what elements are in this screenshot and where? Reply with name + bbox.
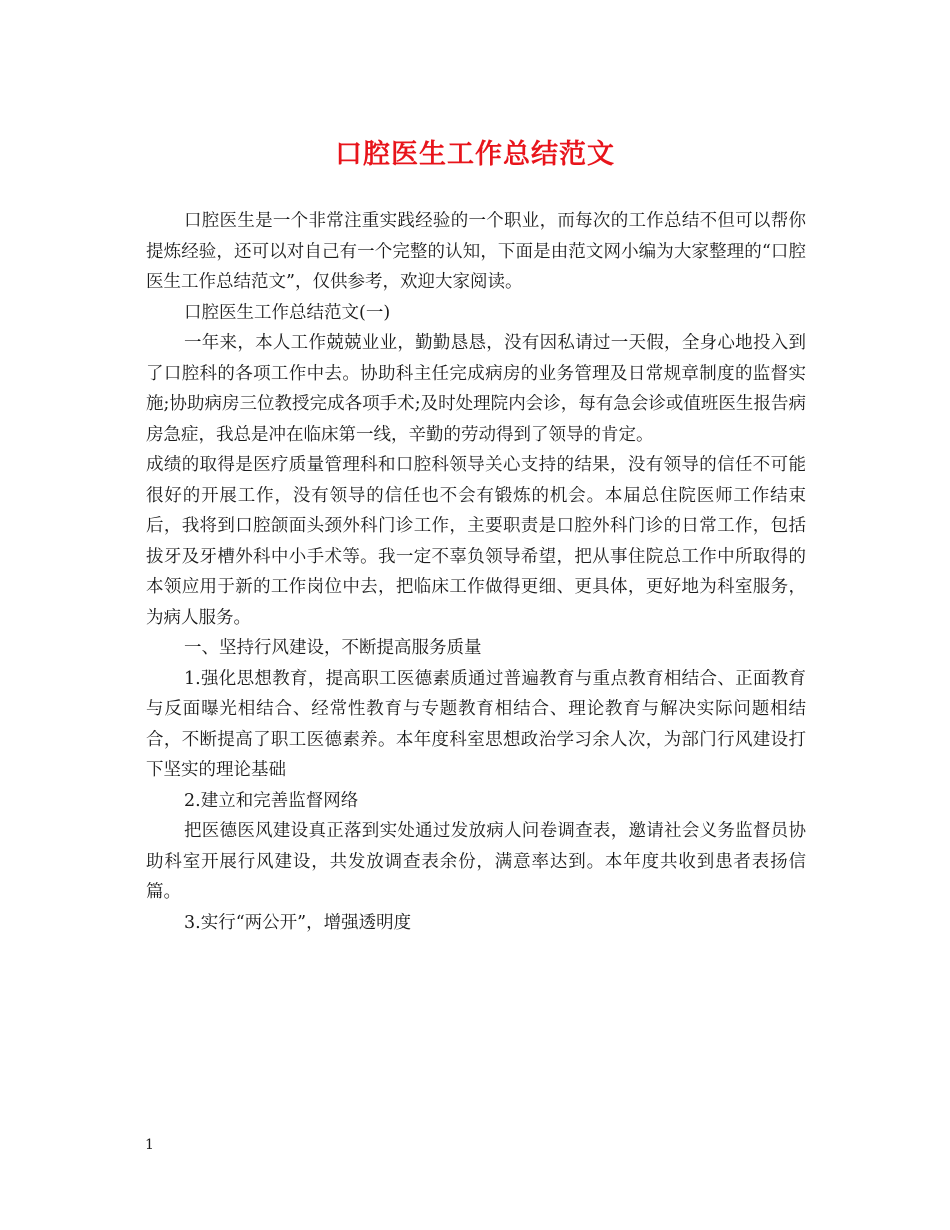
paragraph-work-summary: 一年来，本人工作兢兢业业，勤勤恳恳，没有因私请过一天假，全身心地投入到了口腔科的各项工作中去。协助科主任完成病房的业务管理及日常规章制度的监督实施;协助病房三位教授完成各项手术;及时处理院内会诊，每有急会诊或值班医生报告病房急症，我总是冲在临床第一线，辛勤的劳动得到了领导的肯定。 bbox=[146, 333, 806, 445]
paragraph-item-2: 把医德医风建设真正落到实处通过发放病人问卷调查表，邀请社会义务监督员协助科室开展行风建设，共发放调查表余份，满意率达到。本年度共收到患者表扬信篇。 bbox=[146, 821, 806, 902]
section-heading-2: 一、坚持行风建设，不断提高服务质量 bbox=[184, 638, 482, 658]
paragraph-item-3-heading: 3.实行“两公开”，增强透明度 bbox=[184, 912, 412, 933]
paragraph-achievement: 成绩的取得是医疗质量管理科和口腔科领导关心支持的结果，没有领导的信任不可能很好的开展工作，没有领导的信任也不会有锻炼的机会。本届总住院医师工作结束后，我将到口腔颌面头颈外科门诊工作，主要职责是口腔外科门诊的日常工作，包括拔牙及牙槽外科中小手术等。我一定不辜负领导希望，把从事住院总工作中所取得的本领应用于新的工作岗位中去，把临床工作做得更细、更具体，更好地为科室服务，为病人服务。 bbox=[146, 455, 806, 628]
document-body bbox=[146, 206, 806, 938]
page-title: 口腔医生工作总结范文 bbox=[335, 139, 615, 170]
page-number: 1 bbox=[145, 1137, 154, 1153]
paragraph-intro: 口腔医生是一个非常注重实践经验的一个职业，而每次的工作总结不但可以帮你提炼经验，还可以对自己有一个完整的认知，下面是由范文网小编为大家整理的“口腔医生工作总结范文”，仅供参考，欢迎大家阅读。 bbox=[146, 211, 806, 292]
paragraph-item-1: 1.强化思想教育，提高职工医德素质通过普遍教育与重点教育相结合、正面教育与反面曝光相结合、经常性教育与专题教育相结合、理论教育与解决实际问题相结合，不断提高了职工医德素养。本年度科室思想政治学习余人次，为部门行风建设打下坚实的理论基础 bbox=[146, 668, 806, 780]
paragraph-item-2-heading: 2.建立和完善监督网络 bbox=[184, 790, 359, 811]
section-heading-1: 口腔医生工作总结范文(一) bbox=[184, 302, 391, 323]
